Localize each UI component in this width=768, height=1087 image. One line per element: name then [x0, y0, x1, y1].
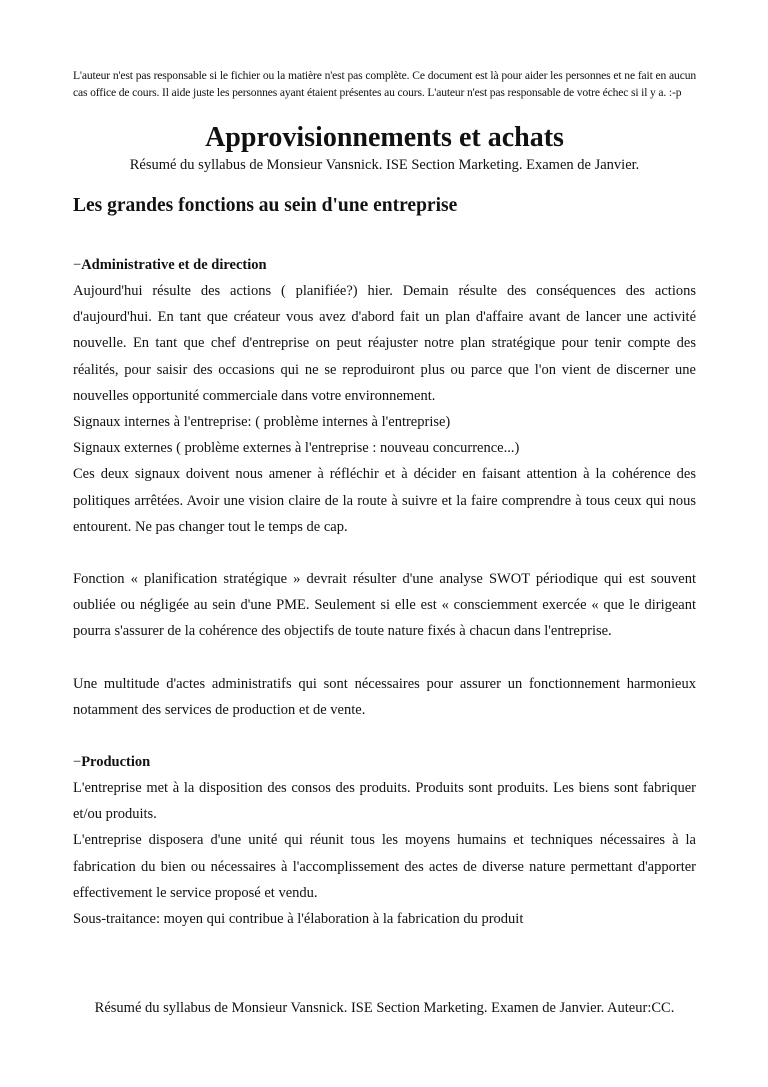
spacer [73, 723, 696, 749]
bullet-dash: − [73, 257, 82, 273]
section-title: Les grandes fonctions au sein d'une entreprise [73, 195, 458, 216]
document-subtitle: Résumé du syllabus de Monsieur Vansnick. ISE Section Marketing. Examen de Janvier. [129, 157, 640, 173]
admin-paragraph-6: Une multitude d'actes administratifs qui sont nécessaires pour assurer un fonctionnement harmonieux notamment des services de production et de vente. [73, 675, 696, 718]
spacer [73, 645, 696, 671]
production-heading [73, 749, 696, 775]
admin-paragraph-1: Aujourd'hui résulte des actions ( planifiée?) hier. Demain résulte des conséquences des actions d'aujourd'hui. En tant que créateur vous avez d'abord fait un plan d'affaire avant de lancer une activité nouvelle. En tant que chef d'entreprise on peut réajuster notre plan stratégique pour tenir compte des réalités, pour saisir des occasions qui ne se reproduiront plus ou parce que l'on vient de discerner une nouvelles opportunité commerciale dans votre environnement. [73, 283, 696, 404]
production-paragraph-1: L'entreprise met à la disposition des consos des produits. Produits sont produits. Les biens sont fabriquer et/ou produits. [73, 780, 696, 823]
spacer [73, 218, 696, 252]
spacer [73, 540, 696, 566]
disclaimer: L'auteur n'est pas responsable si le fichier ou la matière n'est pas complète. Ce document est là pour aider les personnes et ne fait en aucun cas office de cours. Il aide juste les personnes ayant étaient présentes au cours. L'auteur n'est pas responsable de votre échec si il y a. :-p [73, 69, 696, 99]
document-title: Approvisionnements et achats [205, 122, 564, 153]
document-page [73, 68, 696, 932]
admin-heading-text: Administrative et de direction [81, 257, 267, 273]
admin-paragraph-2: Signaux internes à l'entreprise: ( problème internes à l'entreprise) [73, 414, 451, 431]
admin-heading [73, 252, 696, 278]
admin-paragraph-4: Ces deux signaux doivent nous amener à réfléchir et à décider en faisant attention à la cohérence des politiques arrêtées. Avoir une vision claire de la route à suivre et la faire comprendre à tous ceux qui nous entourent. Ne pas changer tout le temps de cap. [73, 466, 696, 535]
production-heading-text: Production [81, 754, 151, 771]
bullet-dash: − [73, 754, 82, 771]
admin-paragraph-3: Signaux externes ( problème externes à l'entreprise : nouveau concurrence...) [73, 440, 520, 457]
admin-paragraph-5: Fonction « planification stratégique » devrait résulter d'une analyse SWOT périodique qui est souvent oubliée ou négligée au sein d'une PME. Seulement si elle est « consciemment exercée « que le dirigeant pourra s'assurer de la cohérence des objectifs de toute nature fixés à chacun dans l'entreprise. [73, 571, 696, 640]
production-paragraph-2: L'entreprise disposera d'une unité qui réunit tous les moyens humains et techniques nécessaires à la fabrication du bien ou nécessaires à l'accomplissement des actes de diverse nature permettant d'apporter effectivement le service proposé et vendu. [73, 832, 696, 901]
page-footer: Résumé du syllabus de Monsieur Vansnick. ISE Section Marketing. Examen de Janvier. Auteur:CC. [94, 1000, 675, 1016]
production-paragraph-3: Sous-traitance: moyen qui contribue à l'élaboration à la fabrication du produit [73, 911, 524, 928]
